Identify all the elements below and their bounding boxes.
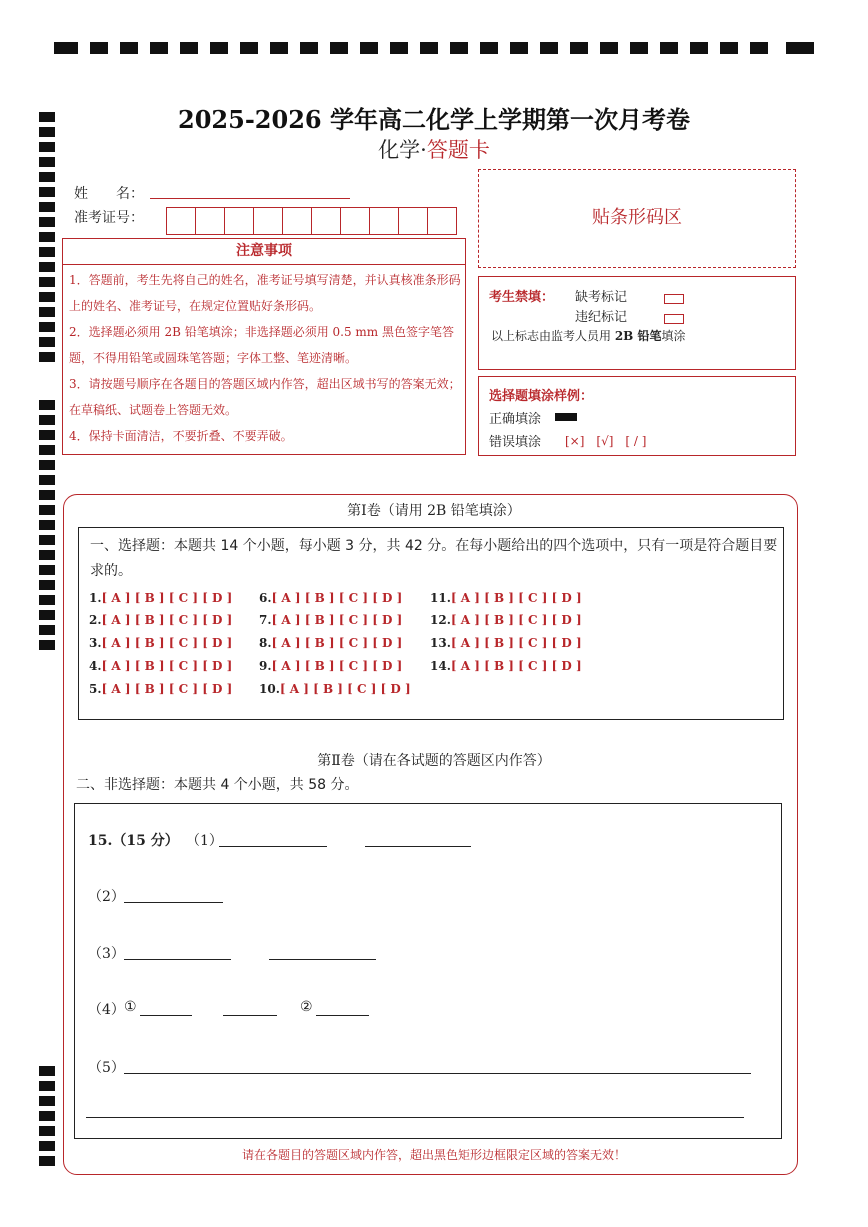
page-subtitle [0,134,868,164]
q15-part2-blank[interactable] [124,902,223,903]
mc-options[interactable]: [ A ] [ B ] [ C ] [ D ] [450,613,582,627]
correct-fill-label: 正确填涂 [489,412,542,427]
violation-mark-label: 违纪标记 [575,310,628,325]
q15-part3-blank-a[interactable] [124,959,231,960]
mc-options[interactable]: [ A ] [ B ] [ C ] [ D ] [271,591,403,605]
mc-question-12[interactable] [430,613,582,627]
q15-part4-blank-2[interactable] [223,1015,277,1016]
q15-part5-label: （5） [88,1060,125,1076]
name-label: 姓 名： [74,186,144,202]
q15-part3-blank-b[interactable] [269,959,376,960]
mc-num: 6. [259,591,272,605]
mc-options[interactable]: [ A ] [ B ] [ C ] [ D ] [101,659,233,673]
mc-options[interactable]: [ A ] [ B ] [ C ] [ D ] [450,636,582,650]
mc-question-2[interactable] [89,613,232,627]
mc-num: 1. [89,591,102,605]
section2-intro: 二、非选择题：本题共 4 个小题，共 58 分。 [76,777,359,793]
barcode-area: 贴条形码区 [478,169,796,268]
mc-num: 14. [430,659,451,673]
q15-part3-label: （3） [88,946,125,962]
q15-part2-label: （2） [88,889,125,905]
section1-title: 第Ⅰ卷（请用 2B 铅笔填涂） [347,503,521,519]
mc-options[interactable]: [ A ] [ B ] [ C ] [ D ] [101,636,233,650]
mc-question-13[interactable] [430,636,582,650]
mc-num: 7. [259,613,272,627]
wrong-fill-label: 错误填涂 [489,435,542,450]
q15-part5-blank-line1[interactable] [124,1073,751,1074]
mc-question-3[interactable] [89,636,232,650]
subtitle-card: 答题卡 [426,138,490,162]
mc-question-9[interactable] [259,659,402,673]
q15-part1-blank-a[interactable] [219,846,327,847]
violation-mark-box[interactable] [664,308,684,327]
mc-question-5[interactable] [89,682,232,696]
forbid-note-post: 填涂 [661,329,686,343]
forbid-note-pre: 以上标志由监考人员用 [491,329,615,343]
name-field[interactable] [150,198,350,199]
mc-options[interactable]: [ A ] [ B ] [ C ] [ D ] [271,613,403,627]
absent-mark-box[interactable] [664,288,684,307]
notice-item-2: 2．选择题必须用 2B 铅笔填涂；非选择题必须用 0.5 mm 黑色签字笔答题，不得用铅笔或圆珠笔答题；字体工整、笔迹清晰。 [69,325,455,365]
absent-mark-label: 缺考标记 [575,290,628,305]
notice-item-1: 1．答题前，考生先将自己的姓名，准考证号填写清楚，并认真核准条形码上的姓名、准考证号，在规定位置贴好条形码。 [69,273,461,313]
mc-options[interactable]: [ A ] [ B ] [ C ] [ D ] [279,682,411,696]
mc-num: 4. [89,659,102,673]
notice-box [62,238,466,455]
mc-options[interactable]: [ A ] [ B ] [ C ] [ D ] [450,659,582,673]
q15-part4-circle1: ① [124,999,137,1015]
forbid-note [491,327,686,344]
mc-num: 9. [259,659,272,673]
exam-id-label: 准考证号： [74,210,144,226]
mc-num: 13. [430,636,451,650]
mc-num: 5. [89,682,102,696]
footer-warning: 请在各题目的答题区域内作答，超出黑色矩形边框限定区域的答案无效！ [241,1148,626,1162]
mc-options[interactable]: [ A ] [ B ] [ C ] [ D ] [101,613,233,627]
q15-part5-blank-line2[interactable] [86,1117,744,1118]
notice-item-4: 4．保持卡面清洁，不要折叠、不要弄破。 [69,429,293,443]
timing-marks-top [54,42,814,56]
mc-question-4[interactable] [89,659,232,673]
mc-options[interactable]: [ A ] [ B ] [ C ] [ D ] [101,591,233,605]
fill-example-box [478,376,796,456]
mc-num: 3. [89,636,102,650]
mc-options[interactable]: [ A ] [ B ] [ C ] [ D ] [101,682,233,696]
mc-num: 2. [89,613,102,627]
section1-intro: 一、选择题：本题共 14 个小题，每小题 3 分，共 42 分。在每小题给出的四个选项中，只有一项是符合题目要求的。 [90,538,778,579]
mc-question-6[interactable] [259,591,402,605]
exam-id-boxes[interactable] [166,207,457,235]
q15-part4-circle2: ② [300,999,313,1015]
question-15-box [74,803,782,1139]
mc-question-10[interactable] [259,682,411,696]
q15-part4-blank-3[interactable] [316,1015,369,1016]
mc-question-7[interactable] [259,613,402,627]
wrong-fill-marks: [×] [√] [ / ] [565,434,647,448]
page-title: 2025-2026 学年高二化学上学期第一次月考卷 [178,105,690,134]
mc-num: 10. [259,682,280,696]
notice-heading: 注意事项 [63,239,465,265]
mc-num: 11. [430,591,451,605]
forbid-note-bold: 2B 铅笔 [614,329,662,343]
mc-question-11[interactable] [430,591,582,605]
mc-options[interactable]: [ A ] [ B ] [ C ] [ D ] [271,636,403,650]
mc-num: 8. [259,636,272,650]
mc-num: 12. [430,613,451,627]
q15-heading: 15.（15 分） [88,833,179,849]
notice-item-3: 3．请按题号顺序在各题目的答题区域内作答，超出区域书写的答案无效；在草稿纸、试题卷上答题无效。 [69,377,461,417]
mc-question-8[interactable] [259,636,402,650]
correct-fill-mark [555,413,577,421]
mc-question-14[interactable] [430,659,582,673]
mc-options[interactable]: [ A ] [ B ] [ C ] [ D ] [450,591,582,605]
q15-part1-blank-b[interactable] [365,846,471,847]
q15-part4-label: （4） [88,1002,125,1018]
mc-options[interactable]: [ A ] [ B ] [ C ] [ D ] [271,659,403,673]
q15-part4-blank-1[interactable] [140,1015,192,1016]
section2-title: 第Ⅱ卷（请在各试题的答题区内作答） [317,753,551,769]
forbid-heading: 考生禁填： [489,290,555,305]
mc-question-1[interactable] [89,591,232,605]
subtitle-subject: 化学· [378,138,427,162]
q15-part1-label: （1） [186,833,223,849]
example-heading: 选择题填涂样例： [489,389,594,404]
examinee-forbidden-box [478,276,796,370]
